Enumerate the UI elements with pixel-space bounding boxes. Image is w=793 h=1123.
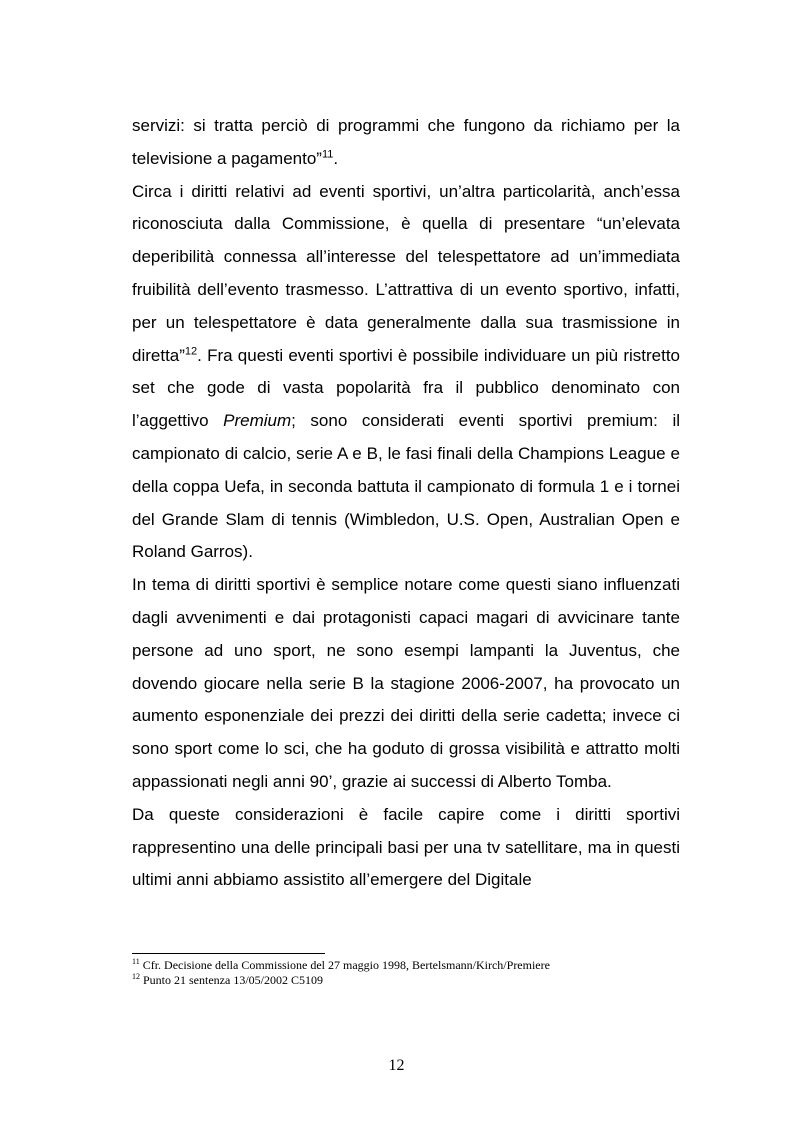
- paragraph-3: In tema di diritti sportivi è semplice notare come questi siano influenzati dagli avvenimenti e dai protagonisti capaci magari di avvicinare tante persone ad uno sport, ne sono esempi lampanti la Juventus, che dovendo giocare nella serie B la stagione 2006-2007, ha provocato un aumento esponenziale dei prezzi dei diritti della serie cadetta; invece ci sono sport come lo sci, che ha goduto di grossa visibilità e attratto molti appassionati negli anni 90’, grazie ai successi di Alberto Tomba.: [132, 575, 680, 791]
- paragraph-1-end: .: [333, 148, 339, 168]
- page-number: 12: [388, 1057, 405, 1074]
- body-text: [132, 110, 680, 897]
- footnotes: [132, 958, 692, 988]
- premium-term: Premium: [223, 411, 292, 431]
- footnote-ref-11: 11: [321, 148, 334, 161]
- footnote-text: Punto 21 sentenza 13/05/2002 C5109: [140, 973, 323, 987]
- paragraph-2-text-c: ; sono considerati eventi sportivi premium: il campionato di calcio, serie A e B, le fasi finali della Champions League e della coppa Uefa, in seconda battuta il campionato di formula 1 e i tornei del Grande Slam di tennis (Wimbledon, U.S. Open, Australian Open e Roland Garros).: [132, 411, 680, 562]
- paragraph-1-text: servizi: si tratta perciò di programmi che fungono da richiamo per la televisione a pagamento”: [132, 116, 680, 168]
- paragraph-1: [132, 110, 680, 176]
- footnote-number: 12: [132, 972, 140, 981]
- footnote-number: 11: [132, 957, 140, 966]
- footnote-11: [132, 958, 692, 973]
- footnote-ref-12: 12: [184, 344, 198, 357]
- paragraph-4: Da queste considerazioni è facile capire come i diritti sportivi rappresentino una delle principali basi per una tv satellitare, ma in questi ultimi anni abbiamo assistito all’emergere del Digitale: [132, 804, 680, 890]
- paragraph-2-text-a: Circa i diritti relativi ad eventi sportivi, un’altra particolarità, anch’essa riconosciuta dalla Commissione, è quella di presentare “un’elevata deperibilità connessa all’interesse del telespettatore ad un’immediata fruibilità dell’evento trasmesso. L’attrattiva di un evento sportivo, infatti, per un telespettatore è data generalmente dalla sua trasmissione in diretta”: [132, 181, 680, 365]
- paragraph-2: [132, 176, 680, 570]
- paragraph-2-text-b: . Fra questi eventi sportivi è possibile individuare un più ristretto set che gode di vasta popolarità fra il pubblico denominato con l’aggettivo: [132, 345, 680, 431]
- footnote-text: Cfr. Decisione della Commissione del 27 maggio 1998, Bertelsmann/Kirch/Premiere: [139, 958, 550, 972]
- footnote-separator: [132, 953, 325, 954]
- footnote-12: [132, 973, 692, 988]
